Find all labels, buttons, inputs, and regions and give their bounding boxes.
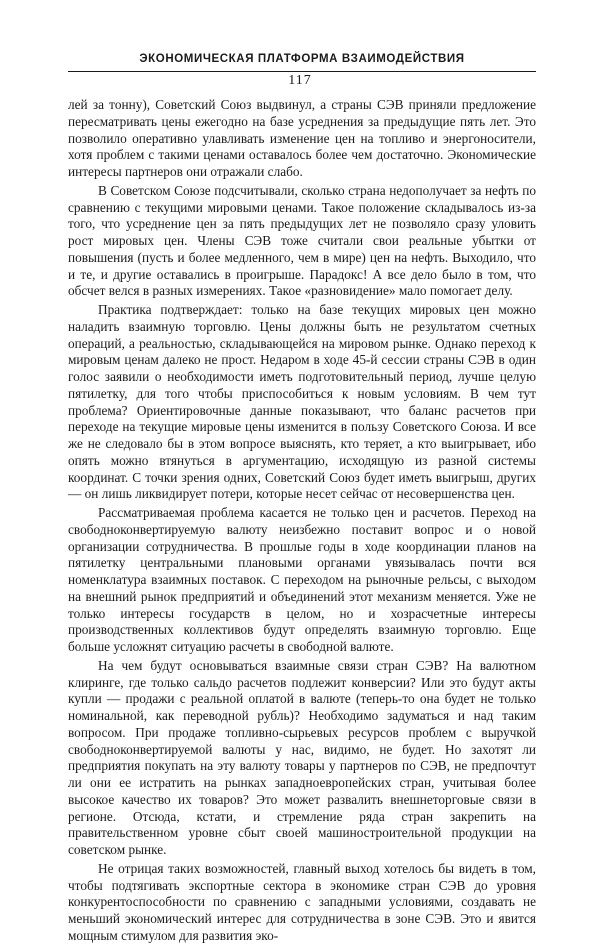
paragraph-2: В Советском Союзе подсчитывали, сколько страна недополучает за нефть по сравнению с текущими мировыми ценами. Такое положение складывалось из-за того, что усреднение цен за пять предыдущих лет не позволяло сразу уловить рост мировых цен. Члены СЭВ тоже считали свои реальные убытки от повышения (пусть и более медленного, чем в мире) цен на нефть. Выходило, что и те, и другие оставались в проигрыше. Парадокс! А все дело было в том, что обсчет велся в разных измерениях. Такое «разновидение» мало помогает делу. — [68, 182, 536, 299]
paragraph-3: Практика подтверждает: только на базе текущих мировых цен можно наладить взаимную торговлю. Цены должны быть не результатом счетных операций, а реальностью, складывающейся на мировом рынке. Однако переход к мировым ценам далеко не прост. Недаром в ходе 45-й сессии страны СЭВ в один голос заявили о необходимости иметь подготовительный период, лучше целую пятилетку, для того чтобы приспособиться к новым условиям. В чем тут проблема? Ориентировочные данные показывают, что баланс расчетов при переходе на текущие мировые цены изменится в пользу Советского Союза. И все же не следовало бы в этом вопросе выяснять, кто теряет, а кто выигрывает, ибо опять можно втянуться в аргументацию, исходящую из разной системы координат. С точки зрения одних, Советский Союз будет иметь выигрыш, других — он лишь ликвидирует потери, которые несет сейчас от несовершенства цен. — [68, 302, 536, 502]
paragraph-6: Не отрицая таких возможностей, главный выход хотелось бы видеть в том, чтобы подтягивать экспортные сектора в экономике стран СЭВ до уровня конкурентоспособности по сравнению с западными условиями, создавать не меньший экономический интерес для сотрудничества в зоне СЭВ. Это и явится мощным стимулом для развития эко- — [68, 860, 536, 943]
body-text — [68, 97, 536, 947]
header-rule — [68, 71, 536, 72]
paragraph-1: лей за тонну), Советский Союз выдвинул, а страны СЭВ приняли предложение пересматривать цены ежегодно на базе усреднения за предыдущие пять лет. Это позволило оперативно улавливать изменение цен на топливо и энергоносители, хотя проблем с такими ценами оставалось более чем достаточно. Экономические интересы партнеров они отражали слабо. — [68, 97, 536, 179]
running-title: ЭКОНОМИЧЕСКАЯ ПЛАТФОРМА ВЗАИМОДЕЙСТВИЯ — [139, 53, 465, 65]
page-number: 117 — [288, 73, 312, 88]
paragraph-4: Рассматриваемая проблема касается не только цен и расчетов. Переход на свободноконвертируемую валюту неизбежно поставит вопрос и о новой организации сотрудничества. В прошлые годы в ходе координации планов на пятилетку центральными плановыми органами увязывалась почти вся номенклатура взаимных поставок. С переходом на рыночные рельсы, с выходом на внешний рынок предприятий и объединений этот механизм меняется. Уже не только интересы государств в целом, но и хозрасчетные интересы производственных коллективов будут определять взаимную торговлю. Еще больше усложнят ситуацию расчеты в свободной валюте. — [68, 505, 536, 654]
paragraph-5: На чем будут основываться взаимные связи стран СЭВ? На валютном клиринге, где только сальдо расчетов подлежит конверсии? Или это будут акты купли — продажи с реальной оплатой в валюте (теперь-то она будет не только номинальной, как переводной рубль)? Необходимо задуматься и над таким вопросом. При продаже топливно-сырьевых ресурсов проблем с выручкой свободноконвертируемой валюты у нас, видимо, не будет. Но захотят ли предприятия покупать на эту валюту товары у партнеров по СЭВ, не предпочтут ли они ее истратить на рынках западноевропейских стран, учитывая более высокое качество их товаров? Это может развалить внешнеторговые связи в регионе. Отсюда, кстати, и стремление ряда стран закрепить на правительственном уровне сбыт своей машиностроительной продукции на советском рынке. — [68, 657, 536, 857]
